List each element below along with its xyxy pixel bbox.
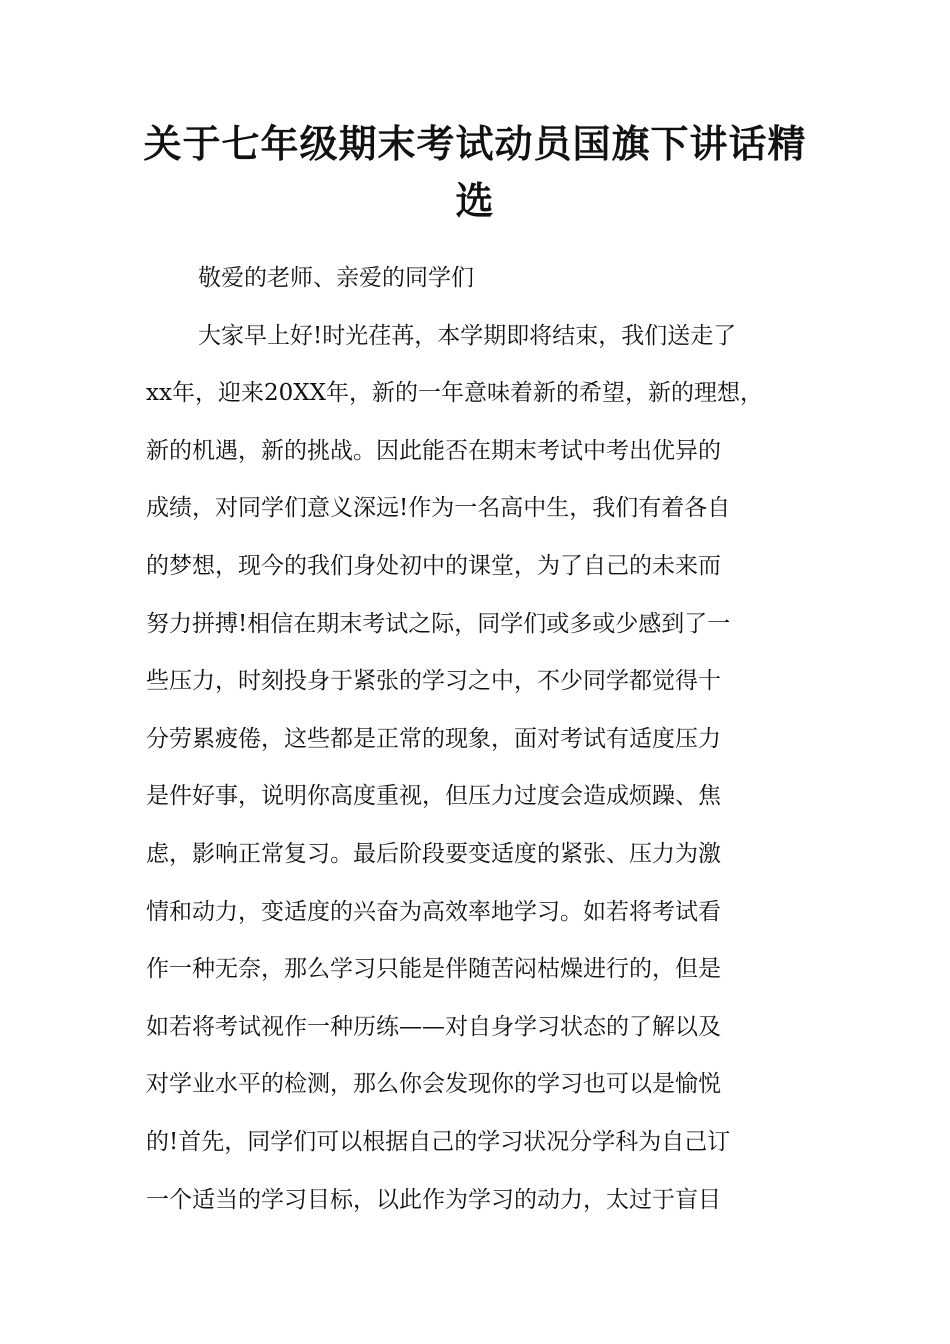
- paragraph-line: 新的机遇，新的挑战。因此能否在期末考试中考出优异的: [146, 437, 721, 464]
- paragraph-line: 成绩，对同学们意义深远!作为一名高中生，我们有着各自: [146, 495, 731, 522]
- paragraph-line: 如若将考试视作一种历练——对自身学习状态的了解以及: [146, 1013, 721, 1040]
- paragraph-line: 情和动力，变适度的兴奋为高效率地学习。如若将考试看: [146, 898, 721, 925]
- paragraph-line: 对学业水平的检测，那么你会发现你的学习也可以是愉悦: [146, 1071, 721, 1098]
- paragraph-line: 的梦想，现今的我们身处初中的课堂，为了自己的未来而: [146, 552, 721, 579]
- paragraph-line: 些压力，时刻投身于紧张的学习之中，不少同学都觉得十: [146, 668, 721, 695]
- paragraph-line: 一个适当的学习目标，以此作为学习的动力，太过于盲目: [146, 1186, 721, 1213]
- document-body: [146, 250, 836, 1229]
- document-title: 关于七年级期末考试动员国旗下讲话精选: [143, 122, 807, 223]
- paragraph-line: 努力拼搏!相信在期末考试之际，同学们或多或少感到了一: [146, 610, 731, 637]
- paragraph-line: 的!首先，同学们可以根据自己的学习状况分学科为自己订: [146, 1128, 731, 1155]
- paragraph-line: 虑，影响正常复习。最后阶段要变适度的紧张、压力为激: [146, 840, 721, 867]
- paragraph-line: 大家早上好!时光荏苒，本学期即将结束，我们送走了: [198, 322, 737, 349]
- paragraph-line: 是件好事，说明你高度重视，但压力过度会造成烦躁、焦: [146, 783, 721, 810]
- paragraph-line: xx年，迎来20XX年，新的一年意味着新的希望，新的理想，: [146, 380, 763, 407]
- greeting-line: 敬爱的老师、亲爱的同学们: [198, 265, 474, 291]
- paragraph-line: 分劳累疲倦，这些都是正常的现象，面对考试有适度压力: [146, 725, 721, 752]
- paragraph-line: 作一种无奈，那么学习只能是伴随苦闷枯燥进行的，但是: [146, 956, 721, 983]
